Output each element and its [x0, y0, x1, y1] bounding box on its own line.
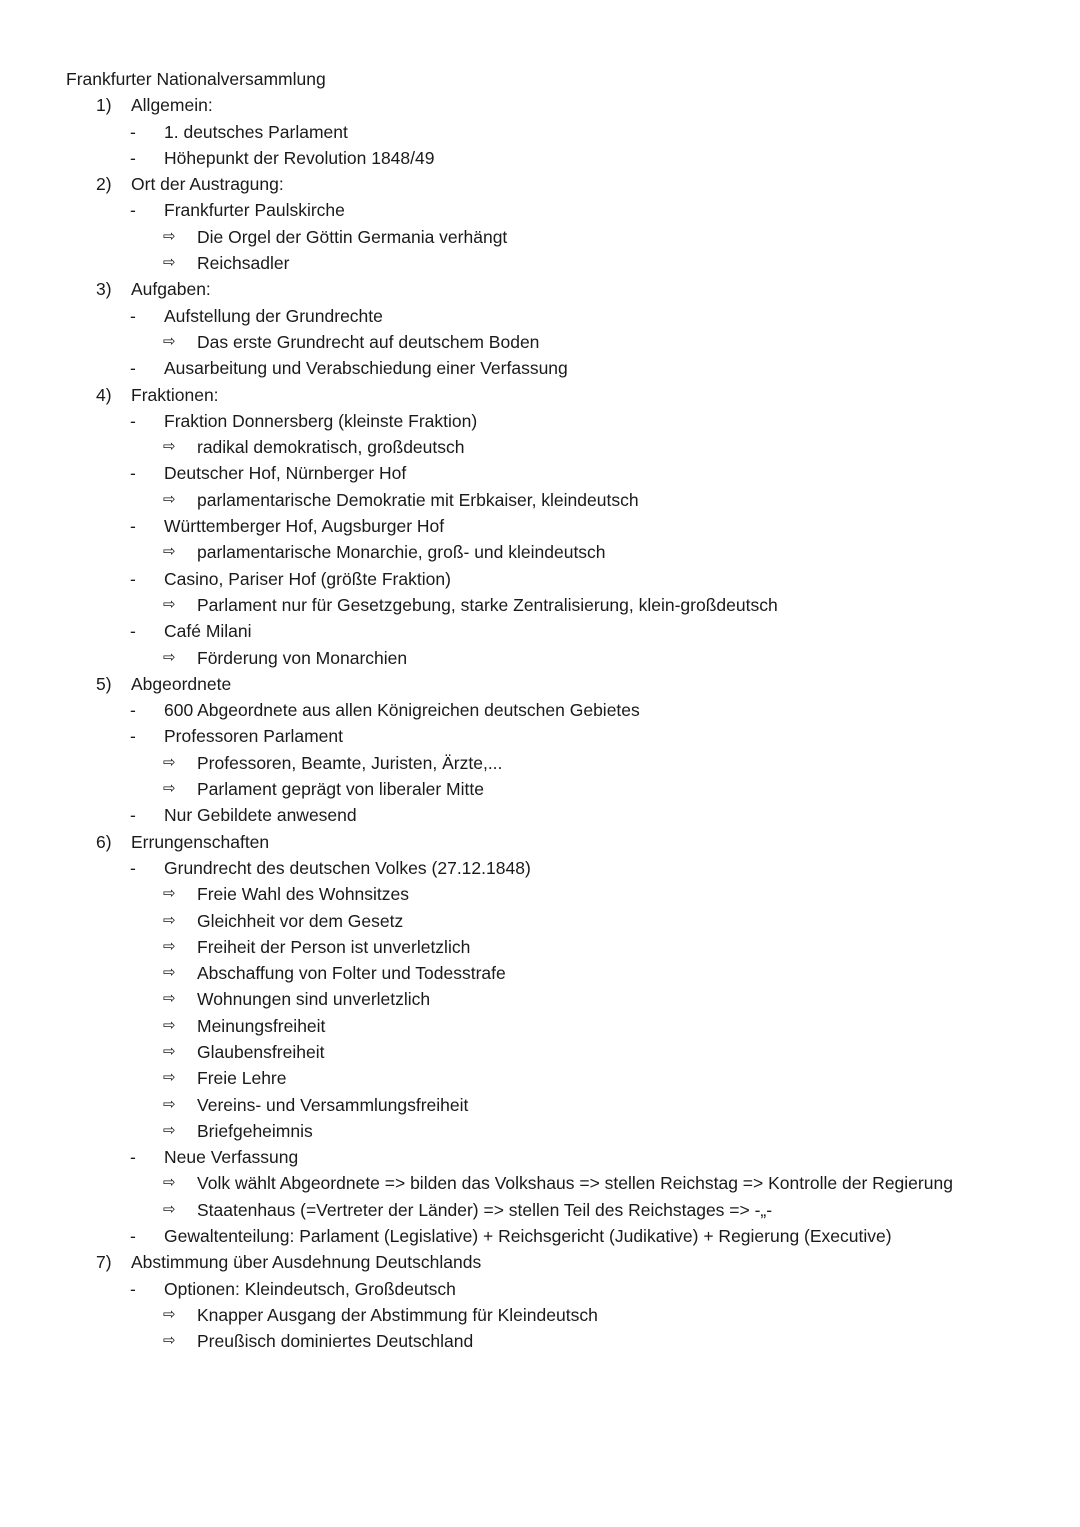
dash-bullet-icon: -	[130, 857, 136, 878]
sub-list-item	[0, 487, 1080, 513]
sub-list-item	[0, 1013, 1080, 1039]
list-item-text: Grundrecht des deutschen Volkes (27.12.1848)	[164, 857, 531, 878]
sub-list-item-text: Abschaffung von Folter und Todesstrafe	[197, 963, 506, 984]
sub-list-item	[0, 592, 1080, 618]
sub-list-item-text: Glaubensfreiheit	[197, 1041, 325, 1062]
dash-bullet-icon: -	[130, 700, 136, 721]
section-heading	[0, 382, 1080, 408]
arrow-bullet-icon: ⇨	[163, 1332, 176, 1350]
list-item	[0, 1144, 1080, 1170]
sub-list-item-text: Freie Lehre	[197, 1068, 287, 1089]
sub-list-item	[0, 539, 1080, 565]
arrow-bullet-icon: ⇨	[163, 990, 176, 1008]
section-label: Errungenschaften	[131, 831, 270, 852]
list-item-text: Deutscher Hof, Nürnberger Hof	[164, 463, 407, 484]
arrow-bullet-icon: ⇨	[163, 595, 176, 613]
arrow-bullet-icon: ⇨	[163, 648, 176, 666]
sub-list-item	[0, 908, 1080, 934]
arrow-bullet-icon: ⇨	[163, 1095, 176, 1113]
list-item	[0, 802, 1080, 828]
list-item	[0, 513, 1080, 539]
dash-bullet-icon: -	[130, 621, 136, 642]
sub-list-item-text: parlamentarische Monarchie, groß- und kleindeutsch	[197, 542, 606, 563]
dash-bullet-icon: -	[130, 1226, 136, 1247]
list-item-text: Neue Verfassung	[164, 1147, 299, 1168]
list-item	[0, 303, 1080, 329]
section-heading	[0, 92, 1080, 118]
sub-list-item	[0, 1197, 1080, 1223]
list-item-text: Fraktion Donnersberg (kleinste Fraktion)	[164, 410, 478, 431]
sub-list-item-text: Volk wählt Abgeordnete => bilden das Volkshaus => stellen Reichstag => Kontrolle der Regierung	[197, 1173, 953, 1194]
section-heading	[0, 276, 1080, 302]
sub-list-item-text: Parlament nur für Gesetzgebung, starke Zentralisierung, klein-großdeutsch	[197, 594, 778, 615]
arrow-bullet-icon: ⇨	[163, 911, 176, 929]
sub-list-item-text: parlamentarische Demokratie mit Erbkaiser, kleindeutsch	[197, 489, 639, 510]
section-number: 1)	[96, 95, 112, 116]
sub-list-item	[0, 1170, 1080, 1196]
outline-list	[0, 92, 1080, 1354]
sub-list-item-text: Gleichheit vor dem Gesetz	[197, 910, 404, 931]
sub-list-item-text: Freie Wahl des Wohnsitzes	[197, 884, 410, 905]
list-item-text: 1. deutsches Parlament	[164, 121, 348, 142]
section-label: Allgemein:	[131, 95, 213, 116]
dash-bullet-icon: -	[130, 305, 136, 326]
sub-list-item	[0, 434, 1080, 460]
list-item-text: Gewaltenteilung: Parlament (Legislative) + Reichsgericht (Judikative) + Regierung (Executive)	[164, 1226, 892, 1247]
dash-bullet-icon: -	[130, 1278, 136, 1299]
list-item	[0, 197, 1080, 223]
list-item	[0, 355, 1080, 381]
list-item-text: Professoren Parlament	[164, 726, 343, 747]
arrow-bullet-icon: ⇨	[163, 1042, 176, 1060]
section-number: 7)	[96, 1252, 112, 1273]
sub-list-item	[0, 881, 1080, 907]
page-title: Frankfurter Nationalversammlung	[66, 69, 326, 89]
arrow-bullet-icon: ⇨	[163, 1174, 176, 1192]
list-item-text: Ausarbeitung und Verabschiedung einer Verfassung	[164, 358, 568, 379]
document-page	[0, 66, 1080, 1355]
arrow-bullet-icon: ⇨	[163, 964, 176, 982]
section-label: Abstimmung über Ausdehnung Deutschlands	[131, 1252, 482, 1273]
sub-list-item	[0, 750, 1080, 776]
dash-bullet-icon: -	[130, 726, 136, 747]
sub-list-item-text: Reichsadler	[197, 253, 290, 274]
arrow-bullet-icon: ⇨	[163, 490, 176, 508]
dash-bullet-icon: -	[130, 1147, 136, 1168]
sub-list-item-text: Förderung von Monarchien	[197, 647, 408, 668]
arrow-bullet-icon: ⇨	[163, 1200, 176, 1218]
sub-list-item-text: Professoren, Beamte, Juristen, Ärzte,...	[197, 752, 503, 773]
dash-bullet-icon: -	[130, 147, 136, 168]
arrow-bullet-icon: ⇨	[163, 753, 176, 771]
list-item-text: Frankfurter Paulskirche	[164, 200, 345, 221]
list-item	[0, 145, 1080, 171]
list-item	[0, 723, 1080, 749]
sub-list-item-text: Briefgeheimnis	[197, 1120, 313, 1141]
section-number: 2)	[96, 174, 112, 195]
section-number: 5)	[96, 673, 112, 694]
list-item	[0, 855, 1080, 881]
list-item	[0, 1223, 1080, 1249]
list-item-text: Aufstellung der Grundrechte	[164, 305, 383, 326]
arrow-bullet-icon: ⇨	[163, 885, 176, 903]
sub-list-item	[0, 960, 1080, 986]
sub-list-item-text: Meinungsfreiheit	[197, 1015, 326, 1036]
sub-list-item-text: Freiheit der Person ist unverletzlich	[197, 936, 471, 957]
sub-list-item	[0, 1328, 1080, 1354]
list-item-text: Höhepunkt der Revolution 1848/49	[164, 147, 435, 168]
list-item-text: Württemberger Hof, Augsburger Hof	[164, 516, 445, 537]
section-heading	[0, 671, 1080, 697]
list-item	[0, 119, 1080, 145]
dash-bullet-icon: -	[130, 805, 136, 826]
sub-list-item-text: Staatenhaus (=Vertreter der Länder) => stellen Teil des Reichstages => -„-	[197, 1199, 773, 1220]
sub-list-item	[0, 1039, 1080, 1065]
sub-list-item-text: Parlament geprägt von liberaler Mitte	[197, 779, 484, 800]
arrow-bullet-icon: ⇨	[163, 438, 176, 456]
sub-list-item	[0, 1065, 1080, 1091]
section-number: 6)	[96, 831, 112, 852]
dash-bullet-icon: -	[130, 358, 136, 379]
arrow-bullet-icon: ⇨	[163, 780, 176, 798]
sub-list-item-text: Knapper Ausgang der Abstimmung für Kleindeutsch	[197, 1304, 598, 1325]
sub-list-item	[0, 934, 1080, 960]
sub-list-item-text: Wohnungen sind unverletzlich	[197, 989, 431, 1010]
dash-bullet-icon: -	[130, 568, 136, 589]
list-item	[0, 618, 1080, 644]
list-item	[0, 408, 1080, 434]
dash-bullet-icon: -	[130, 463, 136, 484]
list-item-text: Casino, Pariser Hof (größte Fraktion)	[164, 568, 451, 589]
sub-list-item	[0, 986, 1080, 1012]
section-heading	[0, 1249, 1080, 1275]
sub-list-item-text: Das erste Grundrecht auf deutschem Boden	[197, 331, 540, 352]
section-label: Abgeordnete	[131, 673, 232, 694]
arrow-bullet-icon: ⇨	[163, 1069, 176, 1087]
section-heading	[0, 171, 1080, 197]
dash-bullet-icon: -	[130, 516, 136, 537]
list-item-text: 600 Abgeordnete aus allen Königreichen deutschen Gebietes	[164, 700, 640, 721]
section-number: 3)	[96, 279, 112, 300]
list-item-text: Optionen: Kleindeutsch, Großdeutsch	[164, 1278, 456, 1299]
arrow-bullet-icon: ⇨	[163, 1305, 176, 1323]
list-item	[0, 460, 1080, 486]
arrow-bullet-icon: ⇨	[163, 254, 176, 272]
sub-list-item	[0, 329, 1080, 355]
arrow-bullet-icon: ⇨	[163, 1121, 176, 1139]
list-item	[0, 566, 1080, 592]
section-number: 4)	[96, 384, 112, 405]
section-heading	[0, 829, 1080, 855]
sub-list-item-text: Die Orgel der Göttin Germania verhängt	[197, 226, 508, 247]
sub-list-item	[0, 250, 1080, 276]
section-label: Ort der Austragung:	[131, 174, 284, 195]
arrow-bullet-icon: ⇨	[163, 1016, 176, 1034]
list-item	[0, 1276, 1080, 1302]
dash-bullet-icon: -	[130, 410, 136, 431]
list-item-text: Nur Gebildete anwesend	[164, 805, 357, 826]
sub-list-item	[0, 1092, 1080, 1118]
sub-list-item-text: Preußisch dominiertes Deutschland	[197, 1331, 474, 1352]
arrow-bullet-icon: ⇨	[163, 227, 176, 245]
sub-list-item	[0, 645, 1080, 671]
dash-bullet-icon: -	[130, 200, 136, 221]
arrow-bullet-icon: ⇨	[163, 543, 176, 561]
sub-list-item	[0, 1118, 1080, 1144]
sub-list-item-text: radikal demokratisch, großdeutsch	[197, 437, 465, 458]
arrow-bullet-icon: ⇨	[163, 937, 176, 955]
sub-list-item	[0, 224, 1080, 250]
section-label: Aufgaben:	[131, 279, 211, 300]
list-item	[0, 697, 1080, 723]
arrow-bullet-icon: ⇨	[163, 332, 176, 350]
list-item-text: Café Milani	[164, 621, 252, 642]
sub-list-item	[0, 776, 1080, 802]
sub-list-item-text: Vereins- und Versammlungsfreiheit	[197, 1094, 469, 1115]
sub-list-item	[0, 1302, 1080, 1328]
dash-bullet-icon: -	[130, 121, 136, 142]
section-label: Fraktionen:	[131, 384, 219, 405]
